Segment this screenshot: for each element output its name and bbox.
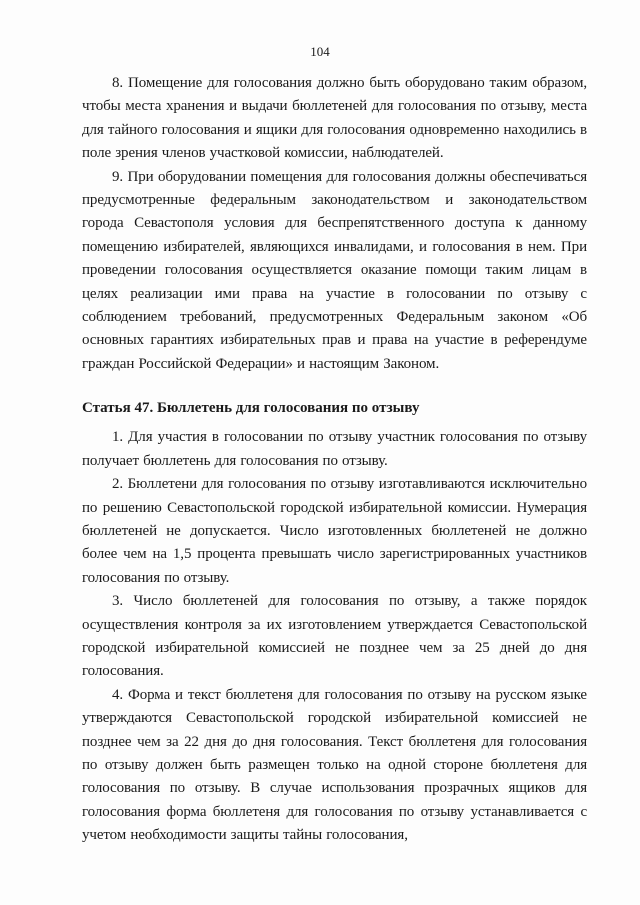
document-body	[82, 72, 587, 848]
page-number: 104	[310, 44, 330, 59]
article-paragraph-4: 4. Форма и текст бюллетеня для голосования по отзыву на русском языке утверждаются Севастопольской городской избирательной комиссией не позднее чем за 22 дня до дня голосования. Текст бюллетеня для голосования по отзыву должен быть размещен только на одной стороне бюллетеня для голосования по отзыву. В случае использования прозрачных ящиков для голосования форма бюллетеня для голосования по отзыву устанавливается с учетом необходимости защиты тайны голосования,	[82, 686, 587, 844]
article-heading: Статья 47. Бюллетень для голосования по отзыву	[82, 400, 420, 417]
article-paragraph-2: 2. Бюллетени для голосования по отзыву изготавливаются исключительно по решению Севастопольской городской избирательной комиссии. Нумерация бюллетеней не допускается. Число изготовленных бюллетеней не должно более чем на 1,5 процента превышать число зарегистрированных участников голосования по отзыву.	[82, 476, 587, 586]
paragraph-8: 8. Помещение для голосования должно быть оборудовано таким образом, чтобы места хранения и выдачи бюллетеней для голосования по отзыву, места для тайного голосования и ящики для голосования одновременно находились в поле зрения членов участковой комиссии, наблюдателей.	[82, 75, 587, 162]
paragraph-9: 9. При оборудовании помещения для голосования должны обеспечиваться предусмотренные федеральным законодательством и законодательством города Севастополя условия для беспрепятственного доступа к данному помещению избирателей, являющихся инвалидами, и голосования в нем. При проведении голосования осуществляется оказание помощи таким лицам в целях реализации ими права на участие в голосовании по отзыву с соблюдением требований, предусмотренных Федеральным законом «Об основных гарантиях избирательных прав и права на участие в референдуме граждан Российской Федерации» и настоящим Законом.	[82, 168, 587, 372]
article-paragraph-1: 1. Для участия в голосовании по отзыву участник голосования по отзыву получает бюллетень для голосования по отзыву.	[82, 429, 587, 469]
article-paragraph-3: 3. Число бюллетеней для голосования по отзыву, а также порядок осуществления контроля за их изготовлением утверждается Севастопольской городской избирательной комиссией не позднее чем за 25 дней до дня голосования.	[82, 593, 587, 680]
